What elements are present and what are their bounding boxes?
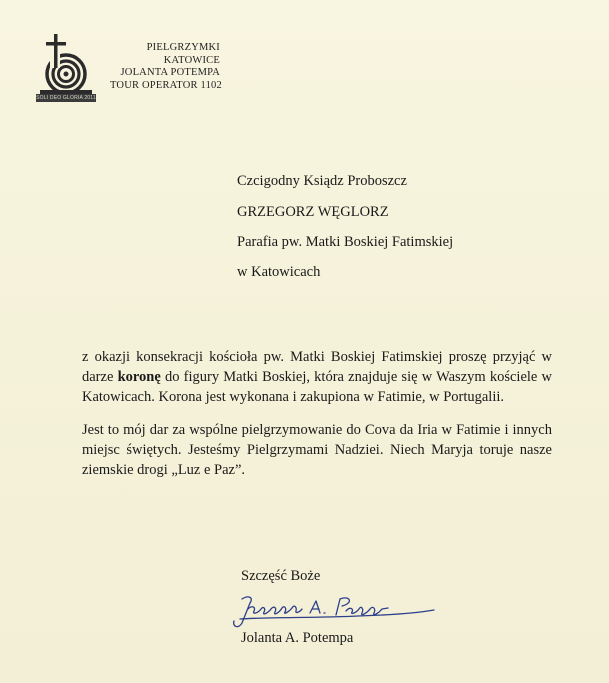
recipient-salutation: Czcigodny Ksiądz Proboszcz <box>237 173 407 189</box>
company-line: KATOWICE <box>163 54 220 66</box>
signer-name: Jolanta A. Potempa <box>241 630 354 646</box>
paragraph-1-text-start: z okazji konsekracji kościoła pw. Matki Boskiej Fatimskiej proszę przyjąć w darze <box>82 349 552 385</box>
company-line: JOLANTA POTEMPA <box>120 67 220 78</box>
paragraph-1-text-end: do figury Matki Boskiej, która znajduje się w Waszym kościele w Katowicach. Korona jest wykonana i zakupiona w Fatimie, w Portugalii. <box>82 369 552 405</box>
cross-spiral-logo-icon <box>36 34 96 96</box>
company-name-block <box>110 42 220 92</box>
logo-caption: SOLI DEO GLORIA 2011 <box>36 95 96 101</box>
body-paragraph-2: Jest to mój dar za wspólne pielgrzymowanie do Cova da Iria w Fatimie i innych miejsc świętych. Jesteśmy Pielgrzymami Nadziei. Niech Maryja toruje nasze ziemskie drogi „Luz e Paz”. <box>82 422 552 478</box>
company-line: TOUR OPERATOR 1102 <box>110 79 222 91</box>
body-paragraph-1 <box>82 347 552 407</box>
recipient-parish: Parafia pw. Matki Boskiej Fatimskiej <box>237 234 454 250</box>
recipient-name: GRZEGORZ WĘGLORZ <box>237 204 389 220</box>
closing-greeting: Szczęść Boże <box>241 568 321 584</box>
signature-icon <box>228 591 438 631</box>
handwritten-signature <box>228 591 438 631</box>
paragraph-1-emphasis: koronę <box>117 369 161 385</box>
company-line: PIELGRZYMKI <box>146 42 220 53</box>
recipient-city: w Katowicach <box>237 264 321 280</box>
